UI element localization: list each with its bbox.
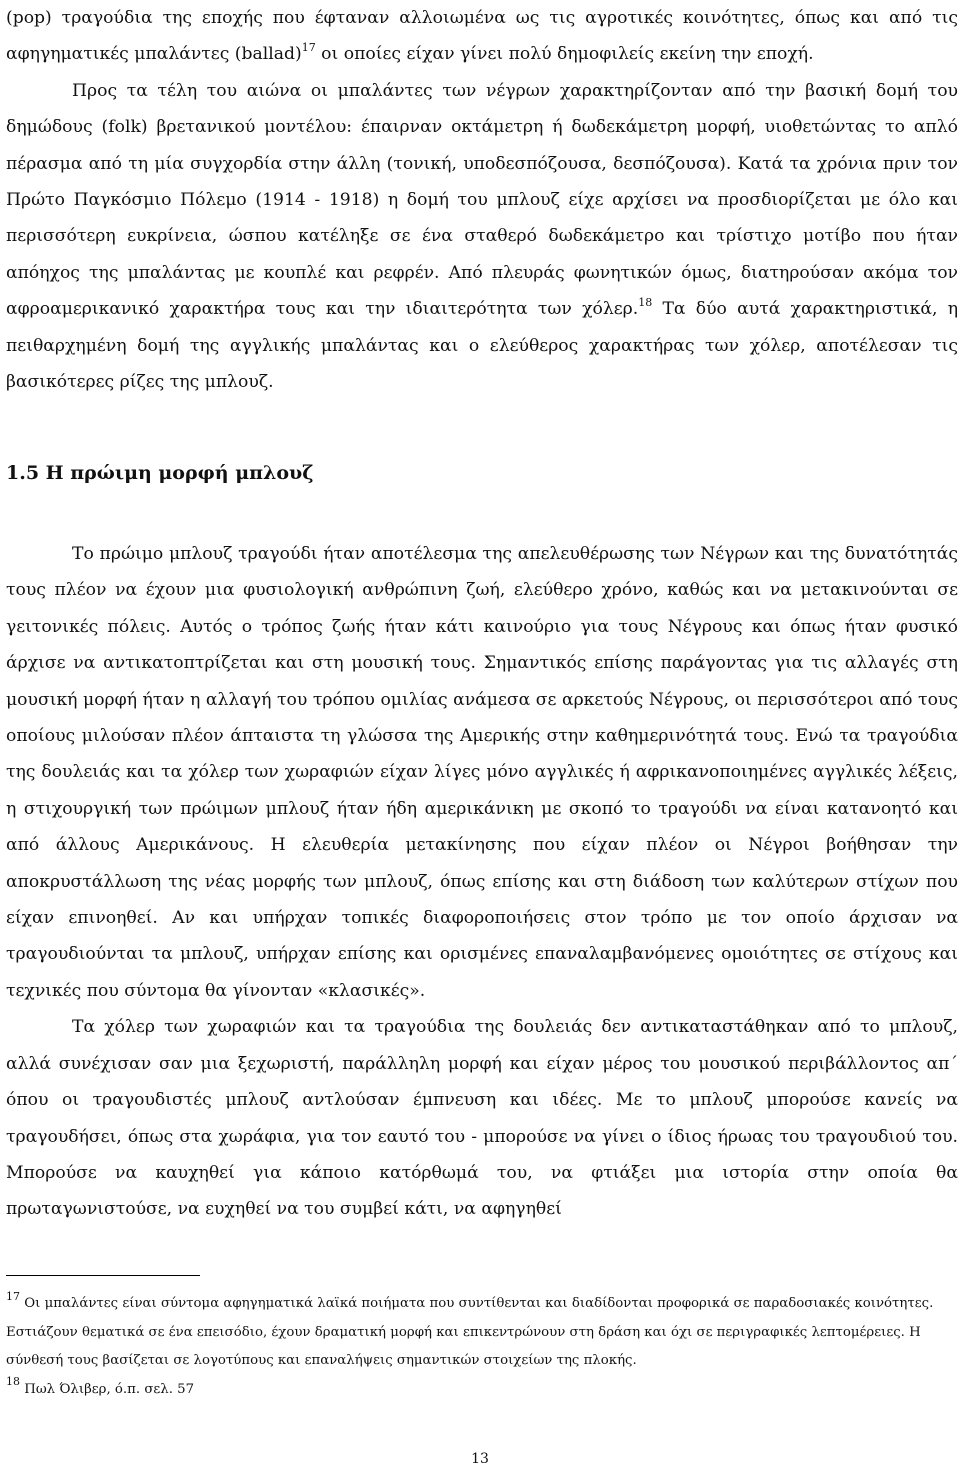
paragraph: Το πρώιμο μπλουζ τραγούδι ήταν αποτέλεσμα της απελευθέρωσης των Νέγρων και της δυνατότητάς τους πλέον να έχουν μια φυσιολογική ανθρώπινη ζωή, ελεύθερο χρόνο, καθώς και να μετακινούνται σε γειτονικές πόλεις. Αυτός ο τρόπος ζωής ήταν κάτι καινούριο για τους Νέγρους και όπως ήταν φυσικό άρχισε να αντικατοπτρίζεται και στη μουσική τους. Σημαντικός επίσης παράγοντας για τις αλλαγές στη μουσική μορφή ήταν η αλλαγή του τρόπου ομιλίας ανάμεσα σε αρκετούς Νέγρους, οι περισσότεροι από τους οποίους μιλούσαν πλέον άπταιστα τη γλώσσα της Αμερικής στην καθημερινότητά τους. Ενώ τα τραγούδια της δουλειάς και τα χόλερ των χωραφιών είχαν λίγες μόνο αγγλικές ή αφρικανοποιημένες αγγλικές λέξεις, η στιχουργική των πρώιμων μπλουζ ήταν ήδη αμερικάνικη με σκοπό το τραγούδι να είναι κατανοητό και από άλλους Αμερικάνους. Η ελευθερία μετακίνησης που είχαν πλέον οι Νέγροι βοήθησαν την αποκρυστάλλωση της νέας μορφής των μπλουζ, όπως επίσης και στη διάδοση των καλύτερων στίχων που είχαν επινοηθεί. Αν και υπήρχαν τοπικές διαφοροποιήσεις στον τρόπο με τον οποίο άρχισαν να τραγουδιούνται τα μπλουζ, υπήρχαν επίσης και ορισμένες επαναλαμβανόμενες ομοιότητες σε στίχους και τεχνικές που σύντομα θα γίνονταν «κλασικές». bbox=[6, 544, 958, 1001]
footnote-18 bbox=[6, 1376, 958, 1405]
section-heading: 1.5 Η πρώιμη μορφή μπλουζ bbox=[6, 462, 314, 484]
footnote-ref-18[interactable]: 18 bbox=[638, 295, 653, 309]
paragraph: Τα χόλερ των χωραφιών και τα τραγούδια της δουλειάς δεν αντικαταστάθηκαν από το μπλουζ, αλλά συνέχισαν σαν μια ξεχωριστή, παράλληλη μορφή και είχαν μέρος του μουσικού περιβάλλοντος απ΄ όπου οι τραγουδιστές μπλουζ αντλούσαν έμπνευση και ιδέες. Με το μπλουζ μπορούσε κανείς να τραγουδήσει, όπως στα χωράφια, για τον εαυτό του - μπορούσε να γίνει ο ίδιος ήρωας του τραγουδιού του. Μπορούσε να καυχηθεί για κάποιο κατόρθωμά του, να φτιάξει μια ιστορία στην οποία θα πρωταγωνιστούσε, να ευχηθεί να του συμβεί κάτι, να αφηγηθεί bbox=[6, 1017, 958, 1220]
footnote-text: Πωλ Όλιβερ, ό.π. σελ. 57 bbox=[20, 1381, 195, 1397]
text-run: Τα δύο αυτά χαρακτηριστικά, η πειθαρχημένη δομή της αγγλικής μπαλάντας και ο ελεύθερος χαρακτήρας των χόλερ, αποτέλεσαν τις βασικότερες ρίζες της μπλουζ. bbox=[6, 299, 958, 393]
paragraph bbox=[6, 73, 958, 401]
text-run: οι οποίες είχαν γίνει πολύ δημοφιλείς εκείνη την εποχή. bbox=[315, 44, 814, 65]
text-run: Προς τα τέλη του αιώνα οι μπαλάντες των νέγρων χαρακτηρίζονταν από την βασική δομή του δημώδους (folk) βρετανικού μοντέλου: έπαιρναν οκτάμετρη ή δωδεκάμετρη μορφή, υιοθετώντας το απλό πέρασμα από τη μία συγχορδία στην άλλη (τονική, υποδεσπόζουσα, δεσπόζουσα). Κατά τα χρόνια πριν τον Πρώτο Παγκόσμιο Πόλεμο (1914 - 1918) η δομή του μπλουζ είχε αρχίσει να προσδιορίζεται με όλο και περισσότερη ευκρίνεια, ώσπου κατέληξε σε ένα σταθερό δωδεκάμετρο και τρίστιχο μοτίβο που ήταν απόηχος της μπαλάντας με κουπλέ και ρεφρέν. Από πλευράς φωνητικών όμως, διατηρούσαν ακόμα τον αφροαμερικανικό χαρακτήρα τους και την ιδιαιτερότητα των χόλερ. bbox=[6, 80, 958, 320]
paragraph bbox=[6, 0, 958, 73]
footnote-text: Οι μπαλάντες είναι σύντομα αφηγηματικά λαϊκά ποιήματα που συντίθενται και διαδίδονται προφορικά σε παραδοσιακές κοινότητες. Εστιάζουν θεματικά σε ένα επεισόδιο, έχουν δραματική μορφή και επικεντρώνουν στη δράση και όχι σε περιγραφικές λεπτομέρειες. Η σύνθεσή τους βασίζεται σε λογοτύπους και επαναλήψεις σημαντικών στοιχείων της πλοκής. bbox=[6, 1296, 934, 1368]
section-early-blues bbox=[6, 536, 958, 1228]
footnote-number: 17 bbox=[6, 1289, 20, 1303]
footnote-divider bbox=[6, 1275, 200, 1276]
footnotes bbox=[6, 1290, 958, 1404]
footnote-number: 18 bbox=[6, 1375, 20, 1389]
page-number: 13 bbox=[471, 1451, 489, 1467]
section-intro bbox=[6, 0, 958, 400]
text-run: (pop) τραγούδια της εποχής που έφταναν αλλοιωμένα ως τις αγροτικές κοινότητες, όπως και από τις αφηγηματικές μπαλάντες (ballad) bbox=[6, 8, 958, 65]
footnote-17 bbox=[6, 1290, 958, 1376]
footnote-ref-17[interactable]: 17 bbox=[301, 40, 316, 54]
document-page bbox=[6, 0, 958, 1397]
